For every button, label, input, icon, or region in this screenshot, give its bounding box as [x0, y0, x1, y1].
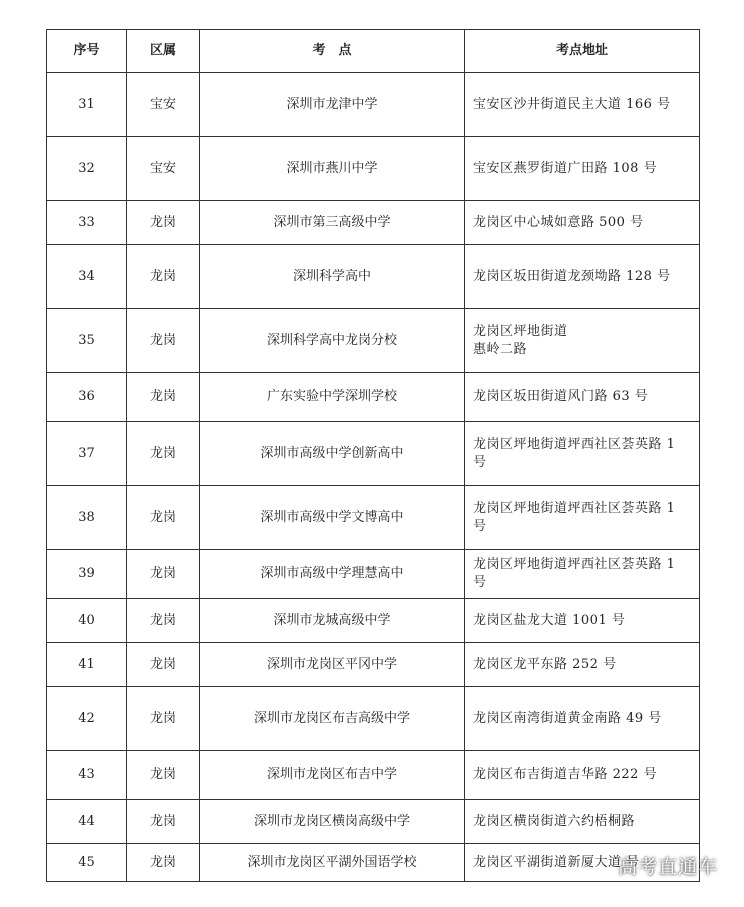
row-site: 深圳市龙岗区布吉中学	[200, 751, 465, 800]
row-address	[465, 309, 700, 373]
row-district: 龙岗	[127, 800, 200, 844]
row-district: 龙岗	[127, 844, 200, 882]
table-header-row	[47, 30, 700, 73]
header-district: 区属	[127, 30, 200, 73]
row-site: 深圳市龙城高级中学	[200, 599, 465, 643]
row-district: 龙岗	[127, 550, 200, 599]
address-line-2: 号	[473, 518, 487, 534]
address-line: 龙岗区横岗街道六约梧桐路	[473, 813, 636, 829]
header-no: 序号	[47, 30, 127, 73]
address-line: 龙岗区南湾街道黄金南路 49 号	[473, 710, 662, 726]
table-row	[47, 422, 700, 486]
header-address: 考点地址	[465, 30, 700, 73]
row-no: 43	[47, 751, 127, 800]
row-district: 龙岗	[127, 373, 200, 422]
row-address	[465, 800, 700, 844]
row-district: 宝安	[127, 137, 200, 201]
row-site: 深圳市龙岗区平湖外国语学校	[200, 844, 465, 882]
row-site: 深圳市高级中学理慧高中	[200, 550, 465, 599]
row-site: 深圳市龙岗区布吉高级中学	[200, 687, 465, 751]
row-address	[465, 73, 700, 137]
address-line: 龙岗区坪地街道坪西社区荟英路 1	[473, 557, 676, 572]
row-no: 37	[47, 422, 127, 486]
table-row	[47, 844, 700, 882]
address-line: 龙岗区布吉街道吉华路 222 号	[473, 767, 658, 782]
address-line-2: 惠岭二路	[473, 341, 528, 357]
row-district: 龙岗	[127, 687, 200, 751]
row-address	[465, 751, 700, 800]
row-address	[465, 486, 700, 550]
row-district: 龙岗	[127, 643, 200, 687]
row-no: 45	[47, 844, 127, 882]
row-no: 42	[47, 687, 127, 751]
row-no: 35	[47, 309, 127, 373]
row-address	[465, 687, 700, 751]
address-line: 龙岗区坂田街道风门路 63 号	[473, 389, 649, 404]
row-address	[465, 550, 700, 599]
table-row	[47, 137, 700, 201]
row-address	[465, 373, 700, 422]
row-district: 龙岗	[127, 201, 200, 245]
row-address	[465, 599, 700, 643]
address-line: 龙岗区中心城如意路 500 号	[473, 214, 644, 230]
table-row	[47, 643, 700, 687]
row-no: 32	[47, 137, 127, 201]
row-district: 龙岗	[127, 309, 200, 373]
table-row	[47, 309, 700, 373]
address-line-2: 号	[473, 454, 487, 470]
table-row	[47, 751, 700, 800]
row-address	[465, 201, 700, 245]
row-site: 广东实验中学深圳学校	[200, 373, 465, 422]
row-district: 龙岗	[127, 422, 200, 486]
row-address	[465, 643, 700, 687]
row-address	[465, 245, 700, 309]
address-line: 宝安区燕罗街道广田路 108 号	[473, 160, 658, 176]
table-row	[47, 245, 700, 309]
row-site: 深圳市高级中学创新高中	[200, 422, 465, 486]
row-address	[465, 137, 700, 201]
row-site: 深圳市龙岗区平冈中学	[200, 643, 465, 687]
address-line: 龙岗区盐龙大道 1001 号	[473, 612, 626, 628]
address-line-2: 号	[473, 575, 487, 590]
address-line: 龙岗区坪地街道坪西社区荟英路 1	[473, 500, 676, 516]
address-line: 龙岗区坂田街道龙颈坳路 128 号	[473, 268, 671, 284]
table-row	[47, 800, 700, 844]
exam-site-table	[46, 29, 700, 882]
address-line: 龙岗区平湖街道新厦大道 号	[473, 854, 640, 870]
row-site: 深圳市第三高级中学	[200, 201, 465, 245]
address-line: 宝安区沙井街道民主大道 166 号	[473, 96, 671, 112]
row-no: 34	[47, 245, 127, 309]
watermark-text: 高考直通车	[617, 856, 718, 878]
row-site: 深圳科学高中	[200, 245, 465, 309]
row-district: 龙岗	[127, 599, 200, 643]
row-no: 41	[47, 643, 127, 687]
row-site: 深圳科学高中龙岗分校	[200, 309, 465, 373]
row-site: 深圳市龙岗区横岗高级中学	[200, 800, 465, 844]
row-no: 36	[47, 373, 127, 422]
table-row	[47, 373, 700, 422]
row-site: 深圳市龙津中学	[200, 73, 465, 137]
table-row	[47, 687, 700, 751]
row-no: 31	[47, 73, 127, 137]
row-site: 深圳市高级中学文博高中	[200, 486, 465, 550]
header-site: 考 点	[200, 30, 465, 73]
row-district: 宝安	[127, 73, 200, 137]
table-row	[47, 486, 700, 550]
table-row	[47, 73, 700, 137]
row-address	[465, 422, 700, 486]
address-line: 龙岗区坪地街道坪西社区荟英路 1	[473, 436, 676, 452]
row-no: 38	[47, 486, 127, 550]
row-district: 龙岗	[127, 486, 200, 550]
row-district: 龙岗	[127, 245, 200, 309]
row-no: 40	[47, 599, 127, 643]
row-district: 龙岗	[127, 751, 200, 800]
row-no: 33	[47, 201, 127, 245]
row-site: 深圳市燕川中学	[200, 137, 465, 201]
table-row	[47, 201, 700, 245]
address-line: 龙岗区坪地街道	[473, 323, 568, 339]
row-no: 39	[47, 550, 127, 599]
row-no: 44	[47, 800, 127, 844]
address-line: 龙岗区龙平东路 252 号	[473, 656, 617, 672]
table-row	[47, 550, 700, 599]
table-row	[47, 599, 700, 643]
